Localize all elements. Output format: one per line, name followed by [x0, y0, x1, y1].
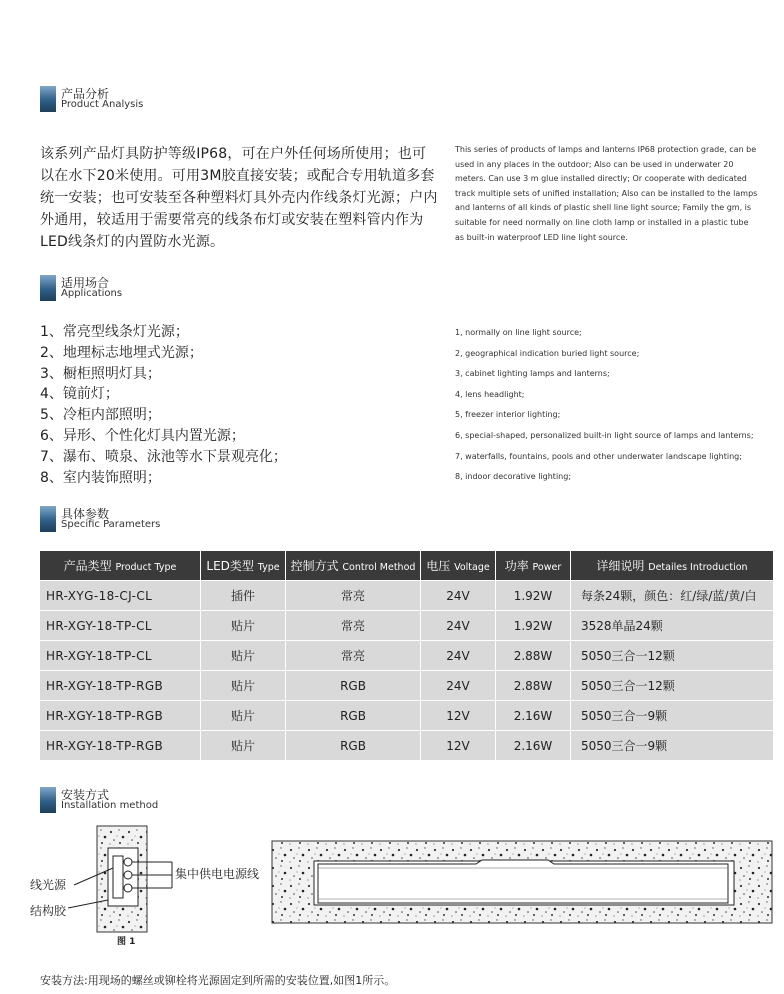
list-item: 1、常亮型线条灯光源；: [40, 324, 189, 340]
cell-details: 3528单晶24颗: [571, 611, 774, 641]
column-header-power: 功率 Power: [496, 551, 571, 581]
label-adhesive: 结构胶: [30, 904, 67, 918]
cell-voltage: 24V: [421, 671, 496, 701]
cell-voltage: 24V: [421, 611, 496, 641]
label-power-line: 集中供电电源线: [175, 867, 260, 881]
cell-voltage: 24V: [421, 641, 496, 671]
label-light-source: 线光源: [30, 878, 67, 892]
cell-power: 2.88W: [496, 671, 571, 701]
section-title-en: Specific Parameters: [61, 519, 161, 530]
cell-led-type: 贴片: [201, 701, 286, 731]
cell-product-type: HR-XGY-18-TP-CL: [40, 641, 201, 671]
cell-product-type: HR-XGY-18-TP-RGB: [40, 731, 201, 761]
cell-led-type: 贴片: [201, 731, 286, 761]
cell-led-type: 贴片: [201, 671, 286, 701]
cell-details: 5050三合一9颗: [571, 731, 774, 761]
column-header-voltage: 电压 Voltage: [421, 551, 496, 581]
list-item: 5, freezer interior lighting;: [455, 410, 561, 420]
cell-control: 常亮: [286, 611, 421, 641]
cell-details: 5050三合一9颗: [571, 701, 774, 731]
column-header-led-type: LED类型 Type: [201, 551, 286, 581]
list-item: 2、地理标志地埋式光源；: [40, 344, 203, 361]
list-item: 6、异形、个性化灯具内置光源；: [40, 427, 245, 444]
cell-control: RGB: [286, 671, 421, 701]
cell-details: 每条24颗，颜色：红/绿/蓝/黄/白: [571, 581, 774, 611]
wire-icon: [124, 884, 132, 892]
figure-caption: 图 1: [117, 937, 136, 947]
section-title-en: Installation method: [61, 800, 159, 811]
cell-product-type: HR-XGY-18-TP-RGB: [40, 701, 201, 731]
cell-product-type: HR-XYG-18-CJ-CL: [40, 581, 201, 611]
cell-led-type: 贴片: [201, 611, 286, 641]
analysis-text-en: This series of products of lamps and lanterns IP68 protection grade, can be used in any places in the outdoor; Also can be used in underwater 20 meters. Can use 3 m glue installed directly; Or cooperate with dedicated track multiple sets of unified installation; Also can be installed to the lamps and lanterns of all kinds of plastic shell line light source; Family the gm, is suitable for need normally on line cloth lamp or installed in a plastic tube as built-in waterproof LED line light source.: [455, 145, 758, 242]
cell-control: 常亮: [286, 641, 421, 671]
cell-led-type: 插件: [201, 581, 286, 611]
wire-icon: [124, 858, 132, 866]
long-section-figure: [272, 841, 772, 923]
list-item: 1, normally on line light source;: [455, 328, 582, 337]
cell-details: 5050三合一12颗: [571, 671, 774, 701]
cell-voltage: 12V: [421, 731, 496, 761]
list-item: 7、瀑布、喷泉、泳池等水下景观亮化；: [40, 448, 287, 465]
section-title-cn: 产品分析: [61, 87, 110, 101]
section-title-cn: 适用场合: [61, 276, 110, 290]
cell-details: 5050三合一12颗: [571, 641, 774, 671]
list-item: 4, lens headlight;: [455, 389, 525, 399]
cell-voltage: 24V: [421, 581, 496, 611]
column-header-product-type: 产品类型 Product Type: [40, 551, 201, 581]
line-light-strip: [113, 856, 123, 898]
list-item: 6, special-shaped, personalized built-in light source of lamps and lanterns;: [455, 430, 754, 440]
list-item: 3、橱柜照明灯具；: [40, 365, 161, 382]
cell-product-type: HR-XGY-18-TP-CL: [40, 611, 201, 641]
cell-control: RGB: [286, 701, 421, 731]
analysis-text-cn: 该系列产品灯具防护等级IP68，可在户外任何场所使用；也可以在水下20米使用。可用3M胶直接安装；或配合专用轨道多套统一安装；也可安装至各种塑料灯具外壳内作线条灯光源；户内外通用，较适用于需要常亮的线条布灯或安装在塑料管内作为LED线条灯的内置防水光源。: [40, 146, 438, 250]
list-item: 7, waterfalls, fountains, pools and other underwater landscape lighting;: [455, 451, 742, 461]
section-title-en: Applications: [61, 288, 123, 299]
list-item: 4、镜前灯；: [40, 386, 119, 403]
section-title-en: Product Analysis: [61, 99, 144, 110]
cell-power: 1.92W: [496, 581, 571, 611]
list-item: 2, geographical indication buried light source;: [455, 348, 640, 358]
list-item: 8、室内装饰照明；: [40, 469, 161, 486]
column-header-control-method: 控制方式 Control Method: [286, 551, 421, 581]
column-header-details: 详细说明 Detailes Introduction: [571, 551, 774, 581]
wire-icon: [124, 871, 132, 879]
list-item: 8, indoor decorative lighting;: [455, 472, 572, 482]
cell-power: 2.16W: [496, 731, 571, 761]
list-item: 3, cabinet lighting lamps and lanterns;: [455, 369, 610, 379]
cross-section-figure: [68, 826, 172, 932]
cell-led-type: 贴片: [201, 641, 286, 671]
cell-power: 1.92W: [496, 611, 571, 641]
cell-power: 2.16W: [496, 701, 571, 731]
section-title-cn: 具体参数: [61, 507, 110, 521]
installation-method-text: 安装方法:用现场的螺丝或铆栓将光源固定到所需的安装位置,如图1所示。: [40, 974, 396, 987]
cell-voltage: 12V: [421, 701, 496, 731]
list-item: 5、冷柜内部照明；: [40, 407, 161, 424]
cell-control: RGB: [286, 731, 421, 761]
cell-product-type: HR-XGY-18-TP-RGB: [40, 671, 201, 701]
cell-control: 常亮: [286, 581, 421, 611]
line-light-strip: [318, 860, 728, 903]
section-title-cn: 安装方式: [61, 788, 110, 802]
cell-power: 2.88W: [496, 641, 571, 671]
